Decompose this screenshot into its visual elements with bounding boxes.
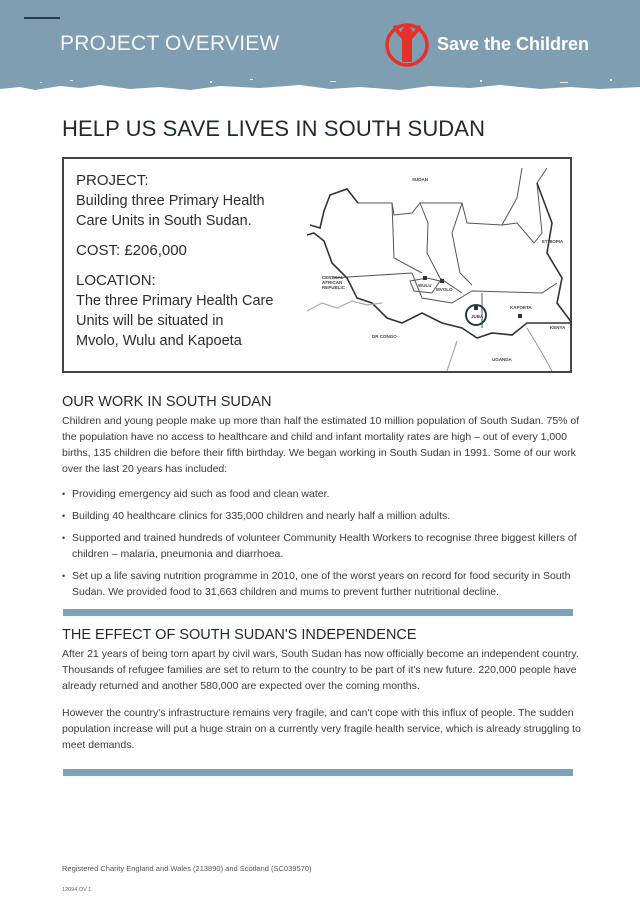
page-title: HELP US SAVE LIVES IN SOUTH SUDAN	[62, 116, 486, 141]
location-text-line-1: The three Primary Health Care	[76, 293, 274, 309]
header-tick-mark	[24, 17, 60, 19]
header-band	[0, 0, 640, 93]
our-work-intro: Children and young people make up more than half the estimated 10 million population of South Sudan. 75% of the population have no access to healthcare and child and infant mortality rates are high – out of every 1,000 births, 135 children die before their fifth birthday. We began working in South Sudan in 1991. Some of our work over the last 20 years has included:	[62, 415, 580, 475]
location-text-line-3: Mvolo, Wulu and Kapoeta	[76, 333, 242, 349]
south-sudan-map	[302, 163, 572, 371]
save-the-children-logo	[383, 20, 589, 68]
map-label-kenya: KENYA	[550, 325, 566, 330]
map-label-uganda: UGANDA	[492, 357, 512, 362]
list-item: • Providing emergency aid such as food and clean water.	[62, 486, 582, 502]
section-title-independence: THE EFFECT OF SOUTH SUDAN'S INDEPENDENCE	[62, 627, 417, 643]
section-divider	[63, 609, 573, 616]
list-item: • Set up a life saving nutrition programme in 2010, one of the worst years on record for food security in South Sudan. We provided food to 31,663 children and mums to prevent further nutritional decline.	[62, 568, 582, 600]
project-text-line-1: Building three Primary Health	[76, 193, 265, 209]
our-work-list	[62, 486, 582, 606]
map-label-mvolo: MVOLO	[436, 287, 453, 292]
independence-para-1: After 21 years of being torn apart by civil wars, South Sudan has now officially become an independent country. Thousands of refugee families are set to return to the country to be part of it's new future. 220,000 people have already returned and another 580,000 are expected over the coming months.	[62, 648, 579, 692]
section-title-our-work: OUR WORK IN SOUTH SUDAN	[62, 394, 272, 410]
torn-edge	[0, 79, 640, 93]
independence-para-2: However the country's infrastructure remains very fragile, and can't cope with this influx of people. The sudden population increase will put a huge strain on a currently very fragile health service, which is already struggling to meet demands.	[62, 707, 581, 751]
location-text-line-2: Units will be situated in	[76, 313, 224, 329]
map-label-sudan: SUDAN	[412, 177, 429, 182]
map-label-wulu: WULU	[418, 283, 432, 288]
project-cost: COST: £206,000	[76, 242, 187, 259]
section-divider	[63, 769, 573, 776]
project-text-line-2: Care Units in South Sudan.	[76, 213, 252, 229]
charity-registration: Registered Charity England and Wales (213890) and Scotland (SC039570)	[62, 864, 312, 873]
map-label-drc: DR CONGO	[372, 334, 397, 339]
map-label-car-2: AFRICAN	[322, 280, 343, 285]
project-summary-box	[62, 157, 572, 373]
project-info	[76, 171, 306, 351]
map-label-car-3: REPUBLIC	[322, 285, 346, 290]
map-label-kapoeta: KAPOETA	[510, 305, 532, 310]
map-label-car-1: CENTRAL	[322, 275, 344, 280]
location-label: LOCATION:	[76, 272, 156, 289]
list-item: • Supported and trained hundreds of volunteer Community Health Workers to recognise three biggest killers of children – malaria, pneumonia and diarrhoea.	[62, 530, 582, 562]
header-title: PROJECT OVERVIEW	[60, 32, 280, 55]
map-label-juba: JUBA	[471, 314, 484, 319]
child-arms-raised-icon	[383, 20, 431, 68]
document-code: 12094 OV 1	[62, 887, 92, 893]
brand-name: Save the Children	[437, 33, 590, 54]
map-label-ethiopia: ETHIOPIA	[542, 239, 564, 244]
list-item: • Building 40 healthcare clinics for 335,000 children and nearly half a million adults.	[62, 508, 582, 524]
project-label: PROJECT:	[76, 172, 149, 189]
